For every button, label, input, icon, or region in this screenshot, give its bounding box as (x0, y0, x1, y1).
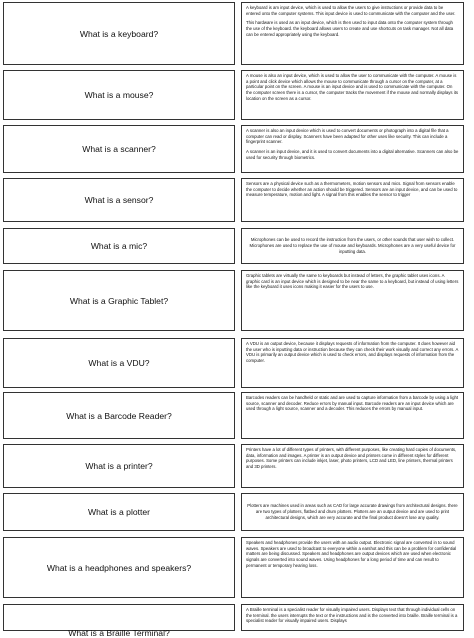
answer-text: Sensors are a physical device such as a thermometers, motion sensors and mics. Signal from sensors enable the computer to decide whether an action should be triggered. Sensors are an input device, and can be used to measure temperature, motion and light. A signal from this enables the sensor to trigger (246, 181, 458, 198)
answer-text: Speakers and headphones provide the users with an audio output. Electronic signal are converted in to sound waves. Speakers are used to broadcast to everyone within a earshot and this can be a problem for confidential matters are being discussed. Speakers and headphones are output devices which are used when electronic signals are converted into sound waves. Using headphones for a long period of time and can result to permanent or temporary hearing loss. (246, 540, 457, 568)
question-card-headphones-speakers (3, 537, 235, 598)
answer-card-plotter (241, 493, 464, 531)
answer-text: A scanner is an input device, and it is used to convert documents into a digital alternative. Scanners can also be used for security through biometrics. (246, 149, 459, 160)
answer-text: Microphones can be used to record the instruction from the users, or other sounds that user wish to collect. Microphones are used to replace the use of mouse and keyboards. Microphones are a very useful device for inputting data. (249, 237, 456, 254)
question-card-mouse (3, 70, 235, 120)
answer-text: Printers have a lot of different types of printers, with different purposes, like creating hard copies of documents, data, information and images. A printer is an output device and printers come in different styles for different purposes. Some printers can include inkjet, laser, photo printers, LCD and LED, line printers, thermal printers and 3D printers. (246, 447, 457, 470)
answer-card-barcode-reader (241, 392, 464, 439)
answer-card-vdu (241, 338, 464, 388)
question-card-scanner (3, 125, 235, 173)
answer-text: A scanner is also an input device which is used to convert documents or photograph into a digital file that a computer can read or display. Scanners have been adapted for other uses like security. This can include a fingerprint scanner. (246, 128, 449, 145)
question-text: What is a VDU? (88, 358, 150, 368)
answer-card-headphones-speakers (241, 537, 464, 598)
answer-card-keyboard (241, 2, 464, 65)
question-card-barcode-reader (3, 392, 235, 439)
question-card-plotter (3, 493, 235, 531)
answer-text: A keyboard is am input device, which is used to allow the users to give instructions or provide data to be entered onto the computer systems. This input device is used to communicate with the computer and the user. (246, 5, 456, 16)
answer-text: Graphic tablets are virtually the same to keyboards but instead of letters, the graphic tablet uses icons. A graphic card is an input device which is designed to be near the same to a keyboard, but instead of using letters like the keyboard it uses icons making it easier for the users to use. (246, 273, 459, 290)
answer-text: This hardware is used as an input device, which is then used to input data onto the computer system through the use of the keyboard. the keyboard allows users to create and use shortcuts on task manager. Not all data can be entered appropriately using the keyboard. (246, 20, 454, 37)
question-card-printer (3, 444, 235, 488)
question-text: What is a printer? (85, 461, 153, 471)
question-card-graphic-tablet (3, 270, 235, 331)
answer-card-mouse (241, 70, 464, 120)
question-card-sensor (3, 178, 235, 222)
answer-text: Barcodes readers can be handheld or static and are used to capture information from a barcode by using a light source, scanner and decoder. Reduce errors by manual input. Barcode readers are an input device which are used through a light source, scanner and a decoder. This reduces the errors by manual input. (246, 395, 459, 412)
question-text: What is a mic? (90, 241, 148, 251)
answer-text: A mouse is also an input device, which is used to allow the user to communicate with the computer. A mouse is a point and click device which allows the mouse to communicate through a cursor on the computer, at a particular point on the screen. A mouse is an input device and is used to communicate with the computer. On the computer screen there is a cursor, the computer tracks the movement if the mouse and normally displays its location on the screen as a cursor. (246, 73, 459, 101)
answer-card-graphic-tablet (241, 270, 464, 331)
question-text: What is a mouse? (84, 90, 154, 100)
question-text: What is a headphones and speakers? (46, 562, 192, 573)
answer-card-braille-terminal (241, 604, 464, 631)
question-text: What is a scanner? (82, 144, 156, 154)
question-text: What is a Barcode Reader? (66, 410, 172, 421)
answer-card-sensor (241, 178, 464, 222)
answer-card-printer (241, 444, 464, 488)
question-text: What is a plotter (87, 507, 151, 517)
question-text: What is a keyboard? (79, 28, 159, 39)
answer-card-mic (241, 228, 464, 264)
answer-card-scanner (241, 125, 464, 173)
question-card-vdu (3, 338, 235, 388)
answer-text: A Braille terminal is a specialist reader for visually impaired users. Displays text that through individual cells on the terminal. the users interrupts the text or the instructions and is the converted into braille. Braille terminal is a specialist reader for visually impaired users. Displays (246, 607, 458, 624)
question-text: What is a Graphic Tablet? (69, 295, 169, 306)
answer-text: Plotters are machines used in areas such as CAD for large accurate drawings from architectural designs. there are two types of plotters, flatbed and drum plotters. Plotters are an output device and are used to print architectural designs, which are very accurate and the final product doesn't lose any quality. (247, 503, 458, 520)
question-card-mic (3, 228, 235, 264)
question-text: What is a sensor? (84, 195, 154, 205)
question-card-braille-terminal (3, 604, 235, 638)
question-text: What is a Braille Terminal? (68, 628, 170, 638)
answer-text: A VDU is an output device, because it displays requests of information from the computer. It does however aid the user who is inputting data or instruction because they can check their work visually and correct any errors. A VDU is primarily an output device which is used to check errors, and displays requests of information from the computer. (246, 341, 459, 364)
question-card-keyboard (3, 2, 235, 65)
